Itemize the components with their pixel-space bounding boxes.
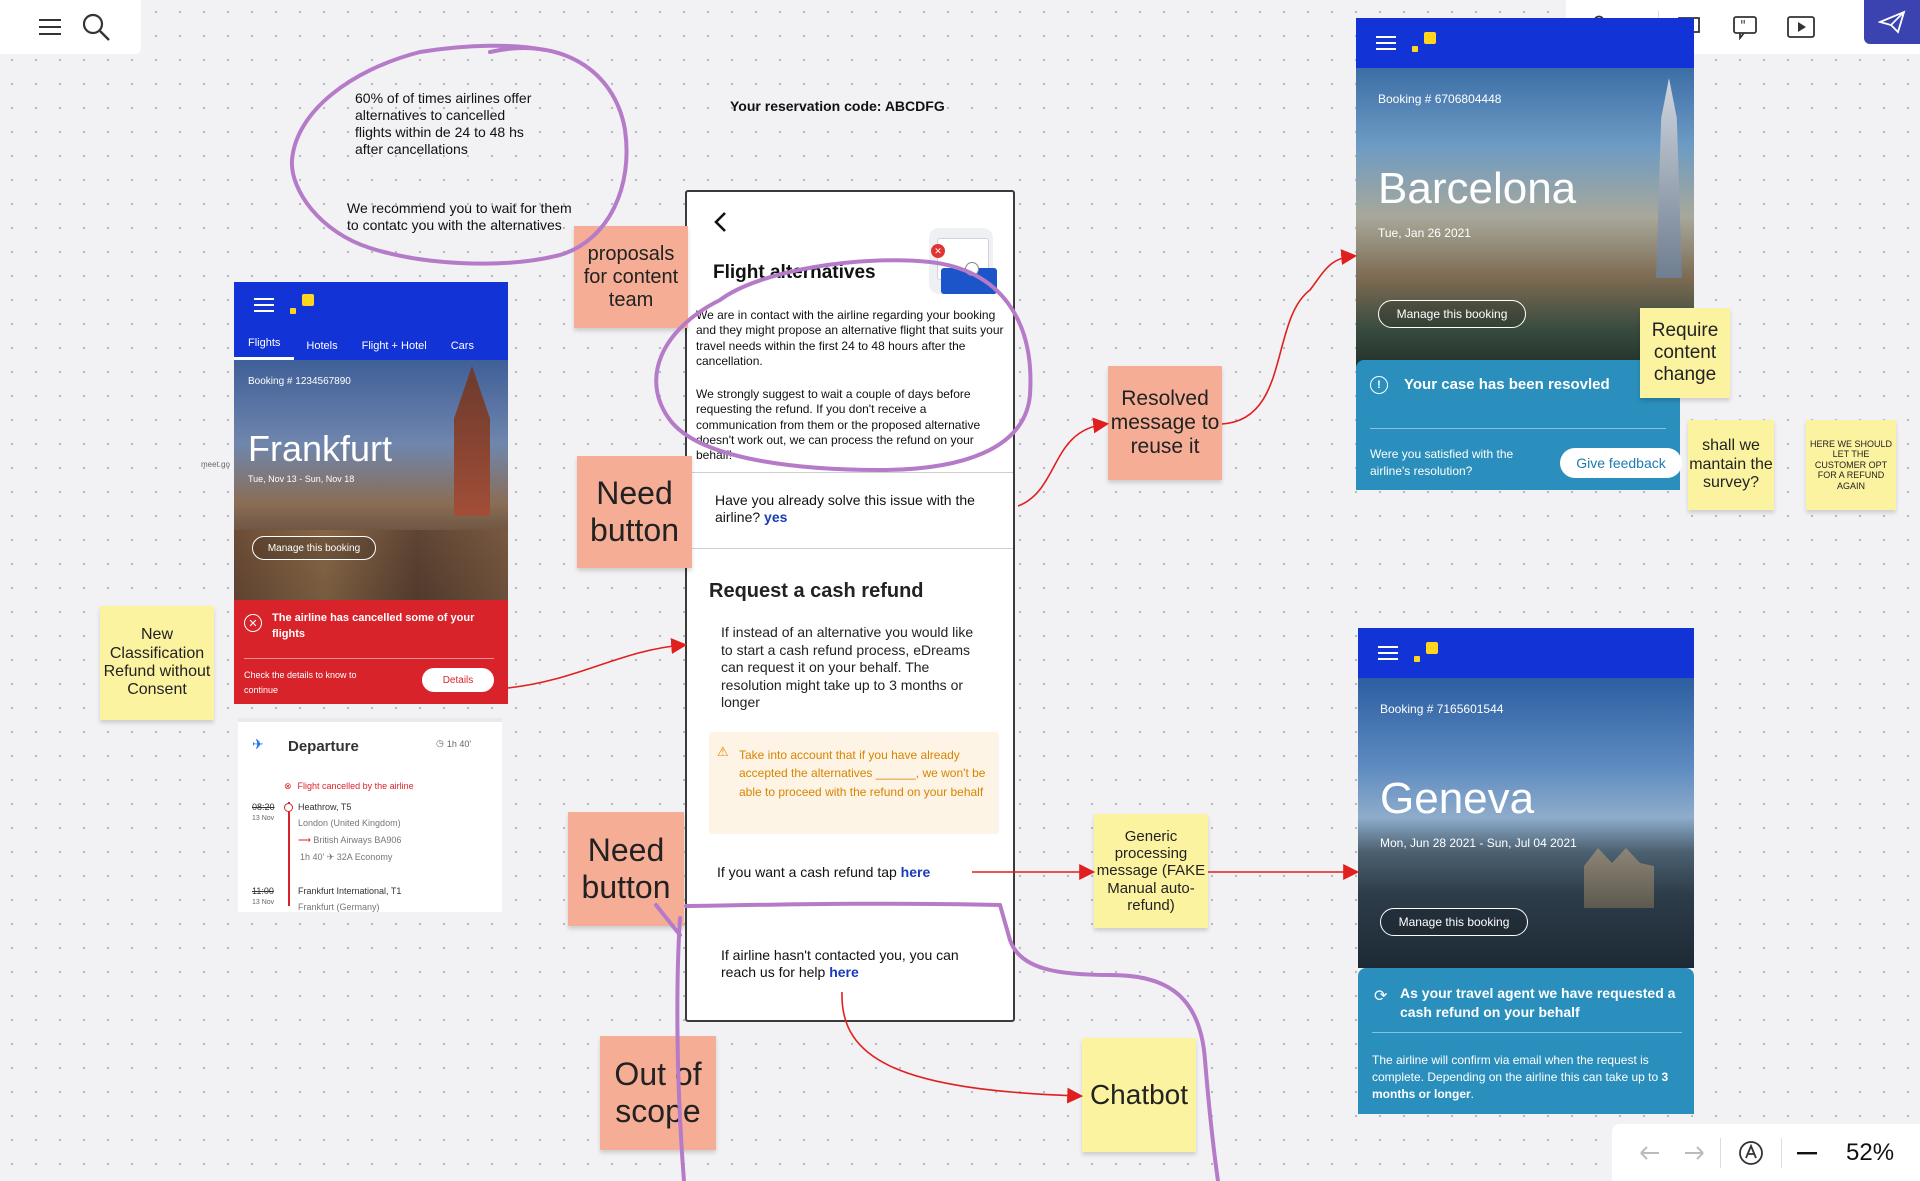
sticky-refund-again[interactable]: HERE WE SHOULD LET THE CUSTOMER OPT FOR A REFUND AGAIN (1806, 420, 1896, 510)
airline-stats-note (355, 90, 531, 158)
refund-requested-card (1358, 968, 1694, 1114)
departure-title: Departure (288, 738, 359, 755)
frankfurt-city: Frankfurt (248, 428, 393, 469)
play-present-icon[interactable] (1781, 7, 1821, 47)
stats-line: 60% of of times airlines offer (355, 90, 532, 106)
confirm-text: The airline will confirm via email when the request is complete. Depending on the airline this can take up to (1372, 1053, 1659, 1084)
resolved-title: Your case has been resovled (1404, 376, 1610, 393)
dep-date: 13 Nov (252, 815, 275, 822)
clock-icon: ◷ (436, 738, 444, 748)
duration-label (436, 738, 471, 749)
frankfurt-header (234, 282, 508, 328)
sticky-require-content[interactable]: Require content change (1640, 308, 1730, 398)
geneva-dates: Mon, Jun 28 2021 - Sun, Jul 04 2021 (1380, 836, 1577, 850)
stats-line: flights within de 24 to 48 hs (355, 124, 524, 140)
solve-question (715, 492, 975, 526)
alert-title: The airline has cancelled some of your flights (272, 612, 475, 640)
error-icon: ✕ (244, 614, 262, 632)
give-feedback-button[interactable]: Give feedback (1560, 448, 1682, 478)
dep-city: London (United Kingdom) (298, 818, 401, 828)
flight-info: 1h 40' ✈ 32A Economy (300, 852, 393, 862)
duration-value: 1h 40' (446, 738, 472, 749)
flight-alternatives-screen (685, 190, 1015, 1022)
geneva-hero-image (1358, 678, 1694, 968)
route-line (288, 802, 290, 906)
frankfurt-hero-image (234, 360, 508, 600)
meet-fragment: meet.go (201, 460, 230, 469)
recommend-line: We recommend you to wait for them (347, 200, 572, 216)
dep-time: 08:20 (252, 802, 275, 812)
arrow-alert-to-flow (508, 645, 684, 688)
warning-icon: ⚠ (717, 744, 729, 759)
geneva-header (1358, 628, 1694, 678)
edreams-logo-icon (1410, 32, 1436, 54)
tab-cars[interactable]: Cars (450, 340, 474, 352)
solve-yes-link[interactable]: yes (764, 509, 788, 525)
sticky-generic-processing[interactable]: Generic processing message (FAKE Manual auto-refund) (1094, 814, 1208, 928)
recommend-line: to contatc you with the alternatives (347, 217, 562, 233)
sticky-need-button-2[interactable]: Need button (568, 812, 684, 926)
top-left-toolbar (0, 0, 141, 54)
barcelona-header (1356, 18, 1694, 68)
cancelled-label (284, 781, 414, 792)
hamburger-menu-icon[interactable] (30, 7, 70, 47)
arr-airport: Frankfurt International, T1 (298, 886, 402, 896)
help-text: If airline hasn't contacted you, you can reach us for help (721, 947, 959, 980)
recommend-note (347, 200, 572, 234)
arr-time: 11:00 (252, 886, 274, 896)
resolved-card (1356, 360, 1680, 490)
help-here-link[interactable]: here (829, 964, 859, 980)
refund-warning (709, 732, 999, 834)
send-icon[interactable] (1864, 0, 1920, 44)
flight-alternatives-title: Flight alternatives (713, 262, 876, 283)
sticky-new-classification[interactable]: New Classification Refund without Consent (100, 606, 214, 720)
sticky-out-of-scope[interactable]: Out of scope (600, 1036, 716, 1150)
barcelona-date: Tue, Jan 26 2021 (1378, 226, 1471, 240)
geneva-city: Geneva (1380, 774, 1535, 823)
error-icon: ⊗ (284, 781, 292, 791)
tab-flights[interactable]: Flights (234, 337, 294, 360)
geneva-castle (1584, 848, 1654, 908)
quote-comment-icon[interactable] (1725, 7, 1765, 47)
documents-illustration-icon: ✕ (921, 226, 1001, 302)
airline-logo-icon: ⟶ (298, 835, 314, 845)
barcelona-city: Barcelona (1378, 164, 1577, 213)
reservation-code-note: Your reservation code: ABCDFG (730, 98, 945, 114)
solve-question-text: Have you already solve this issue with the airline? (715, 492, 975, 525)
geneva-screen (1358, 628, 1694, 1114)
geneva-booking-number: Booking # 7165601544 (1380, 702, 1504, 716)
edreams-logo-icon (288, 294, 314, 316)
cancellation-alert (234, 600, 508, 704)
zoom-out-icon[interactable] (1788, 1133, 1828, 1173)
dep-airport: Heathrow, T5 (298, 802, 352, 812)
departure-card (238, 718, 502, 912)
redo-icon[interactable] (1674, 1133, 1714, 1173)
frankfurt-tower (454, 366, 490, 516)
bottom-toolbar (1612, 1124, 1920, 1181)
hamburger-menu-icon[interactable] (254, 298, 274, 312)
confirm-bold: 3 months or longer (1372, 1070, 1669, 1101)
cash-refund-paragraph: If instead of an alternative you would like to start a cash refund process, eDreams can request it on your behalf. The resolution might take up to 3 months or longer (721, 624, 974, 710)
alternatives-paragraph-1: We are in contact with the airline regarding your booking and they might propose an alternative flight that suits your travel needs within the first 24 to 48 hours after the cancellation. (696, 308, 1004, 368)
manage-booking-button[interactable]: Manage this booking (1378, 300, 1526, 328)
manage-booking-button[interactable]: Manage this booking (252, 536, 376, 560)
arr-city: Frankfurt (Germany) (298, 902, 380, 912)
svg-text:": " (1740, 19, 1746, 34)
details-button[interactable]: Details (422, 668, 494, 692)
frankfurt-booking-number: Booking # 1234567890 (248, 376, 351, 387)
tab-flight-hotel[interactable]: Flight + Hotel (361, 340, 427, 352)
arrow-solve-to-resolved (1018, 424, 1106, 506)
warning-text: Take into account that if you have already accepted the alternatives ______, we won't be able to proceed with the refund on your behalf (739, 748, 986, 799)
barcelona-booking-number: Booking # 6706804448 (1378, 92, 1502, 106)
tab-hotels[interactable]: Hotels (306, 340, 338, 352)
search-icon[interactable] (76, 7, 116, 47)
alternatives-paragraph-2: We strongly suggest to wait a couple of days before requesting the refund. If you don't receive a communication from them or the proposed alternative doesn't work out, we can process the refund on your behalf! (696, 387, 981, 463)
stats-line: alternatives to cancelled (355, 107, 506, 123)
alert-subtitle: Check the details to know to continue (244, 670, 357, 695)
airline-info (298, 835, 401, 846)
refund-requested-title: As your travel agent we have requested a cash refund on your behalf (1400, 985, 1676, 1020)
frankfurt-screen (234, 282, 508, 704)
barcelona-screen (1356, 18, 1694, 490)
refund-confirm-text (1372, 1052, 1682, 1103)
hamburger-menu-icon[interactable] (1378, 646, 1398, 660)
sticky-shall-we-survey[interactable]: shall we mantain the survey? (1688, 420, 1774, 510)
edreams-logo-icon (1412, 642, 1438, 664)
airline-name: British Airways BA906 (313, 835, 402, 845)
info-icon: ! (1370, 376, 1388, 394)
sticky-proposals[interactable]: proposals for content team (574, 226, 688, 328)
zoom-level[interactable]: 52% (1846, 1138, 1895, 1166)
manage-booking-button[interactable]: Manage this booking (1380, 908, 1528, 936)
confirm-end: . (1470, 1087, 1475, 1101)
arr-date: 13 Nov (252, 899, 275, 906)
plane-icon: ✈ (252, 736, 264, 752)
cancelled-text: Flight cancelled by the airline (297, 781, 414, 791)
cash-refund-text: If you want a cash refund tap (717, 864, 897, 880)
sticky-need-button-1[interactable]: Need button (577, 456, 692, 568)
refresh-icon: ⟳ (1374, 988, 1388, 1005)
sticky-resolved-message[interactable]: Resolved message to reuse it (1108, 366, 1222, 480)
route-start-dot (284, 803, 293, 812)
sticky-chatbot[interactable]: Chatbot (1082, 1038, 1196, 1152)
pen-icon[interactable] (1731, 1133, 1771, 1173)
cash-refund-here-link[interactable]: here (900, 864, 931, 880)
stats-line: after cancellations (355, 141, 468, 157)
frankfurt-tabs (234, 328, 508, 360)
undo-icon[interactable] (1630, 1133, 1670, 1173)
cash-refund-title: Request a cash refund (709, 580, 924, 602)
frankfurt-dates: Tue, Nov 13 - Sun, Nov 18 (248, 474, 355, 484)
help-question (721, 947, 991, 981)
cash-refund-question (717, 864, 930, 880)
hamburger-menu-icon[interactable] (1376, 36, 1396, 50)
back-chevron-icon[interactable] (713, 210, 729, 239)
arrow-resolved-to-barcelona (1222, 256, 1354, 424)
barcelona-tower (1656, 78, 1682, 278)
satisfied-question: Were you satisfied with the airline's resolution? (1370, 447, 1514, 478)
